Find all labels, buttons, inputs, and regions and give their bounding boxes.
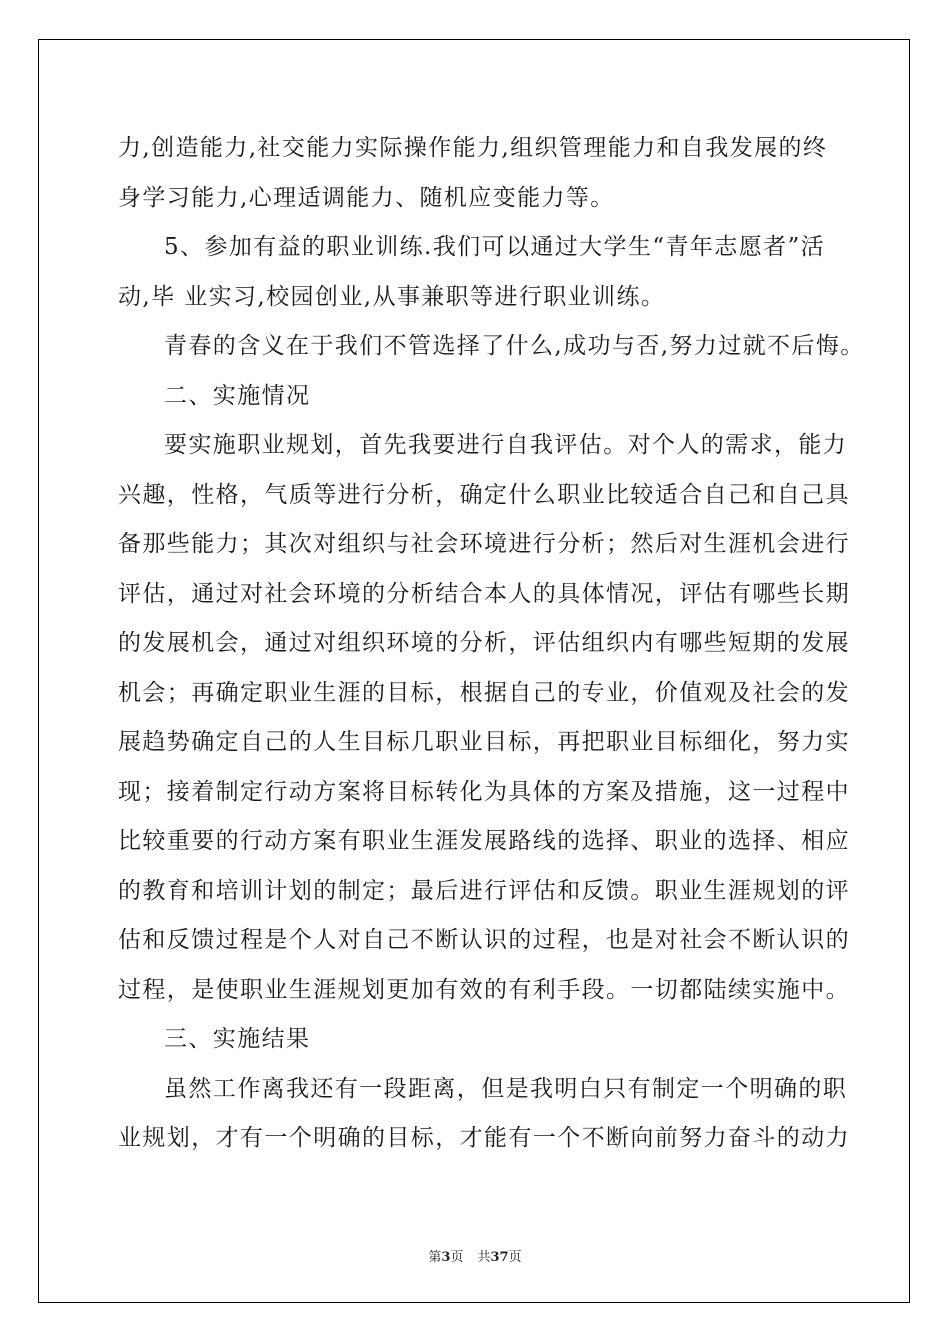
paragraph-start-line: 青春的含义在于我们不管选择了什么,成功与否,努力过就不后悔。 — [164, 333, 865, 359]
body-line: 的教育和培训计划的制定；最后进行评估和反馈。职业生涯规划的评 — [118, 877, 850, 904]
body-line: 过程，是使职业生涯规划更加有效的有利手段。一切都陆续实施中。 — [118, 976, 850, 1003]
body-line: 现；接着制定行动方案将目标转化为具体的方案及措施，这一过程中 — [118, 778, 850, 805]
page-suffix: 页 — [450, 1250, 464, 1265]
body-line: 备那些能力；其次对组织与社会环境进行分析；然后对生涯机会进行 — [118, 531, 850, 557]
paragraph-start-line: 5、参加有益的职业训练.我们可以通过大学生“青年志愿者”活 — [164, 234, 826, 260]
body-line: 力,创造能力,社交能力实际操作能力,组织管理能力和自我发展的终 — [118, 135, 828, 161]
total-pages: 37 — [490, 1250, 509, 1265]
total-suffix: 页 — [508, 1250, 522, 1265]
paragraph-start-line: 虽然工作离我还有一段距离，但是我明白只有制定一个明确的职 — [164, 1075, 848, 1102]
section-heading: 二、实施情况 — [164, 382, 311, 409]
page-number: 3 — [441, 1250, 451, 1265]
body-line: 机会；再确定职业生涯的目标，根据自己的专业，价值观及社会的发 — [118, 679, 850, 706]
body-line: 兴趣，性格，气质等进行分析，确定什么职业比较适合自己和自己具 — [118, 481, 850, 508]
body-line: 动,毕 业实习,校园创业,从事兼职等进行职业训练。 — [118, 283, 666, 310]
body-line: 评估，通过对社会环境的分析结合本人的具体情况，评估有哪些长期 — [118, 580, 850, 607]
body-line: 比较重要的行动方案有职业生涯发展路线的选择、职业的选择、相应 — [118, 828, 850, 854]
paragraph-start-line: 要实施职业规划，首先我要进行自我评估。对个人的需求，能力 — [164, 432, 848, 458]
total-prefix: 共 — [477, 1250, 491, 1265]
body-line: 身学习能力,心理适调能力、随机应变能力等。 — [118, 184, 615, 211]
page-prefix: 第 — [428, 1250, 442, 1265]
section-heading: 三、实施结果 — [164, 1026, 311, 1052]
document-body — [118, 124, 865, 1164]
body-line: 展趋势确定自己的人生目标几职业目标，再把职业目标细化，努力实 — [118, 729, 850, 755]
body-line: 估和反馈过程是个人对自己不断认识的过程，也是对社会不断认识的 — [118, 927, 850, 953]
body-line: 业规划，才有一个明确的目标，才能有一个不断向前努力奋斗的动力 — [118, 1125, 850, 1151]
page-footer — [0, 1246, 950, 1265]
body-line: 的发展机会，通过对组织环境的分析，评估组织内有哪些短期的发展 — [118, 630, 850, 656]
